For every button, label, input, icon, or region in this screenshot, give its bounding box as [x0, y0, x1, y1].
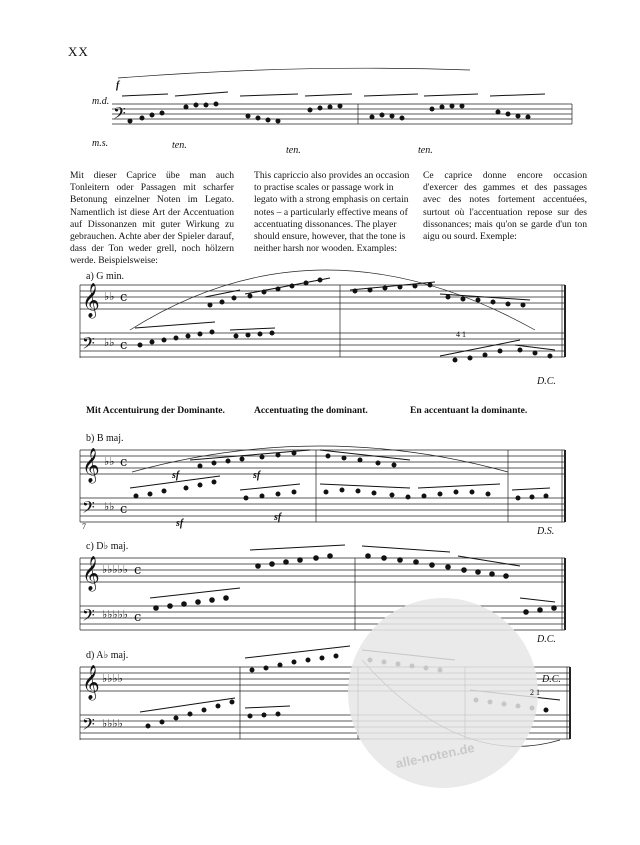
svg-text:♭♭: ♭♭	[104, 455, 115, 468]
svg-text:𝄢: 𝄢	[82, 605, 95, 629]
fingering: 2 1	[530, 688, 540, 697]
dynamic-sf: sf	[172, 470, 180, 481]
page-number: XX	[68, 44, 89, 59]
subheading-english: Accentuating the dominant.	[254, 405, 368, 416]
svg-text:𝄞: 𝄞	[82, 665, 100, 700]
svg-text:♭♭♭♭: ♭♭♭♭	[102, 672, 123, 685]
svg-text:c: c	[120, 338, 128, 353]
system-a	[80, 270, 565, 358]
paragraph-german: Mit dieser Caprice übe man auch Tonleitern oder Passagen mit scharfer Betonung einzelner Noten im Legato. Namentlich ist diese Art der Accentuation auf Dissonanzen mit guter Wirkung zu gebrauchen. Achte aber der Spieler darauf, dass der Ton weder grell, noch hölzern werde. Beispielsweise:	[70, 170, 234, 267]
svg-text:c: c	[120, 502, 128, 517]
svg-text:𝄞: 𝄞	[82, 283, 100, 318]
intro-staff	[112, 68, 572, 124]
paragraph-french: Ce caprice donne encore occasion d'exercer des gammes et des passages avec des notes fortement accentuées, surtout où l'accentuation repose sur des dissonances; mais qu'on se garde d'un ton aigu ou sourd. Exemple:	[423, 170, 587, 243]
dynamic-sf: sf	[274, 512, 282, 523]
end-mark: D.C.	[537, 634, 556, 645]
subheading-french: En accentuant la dominante.	[410, 405, 528, 416]
svg-text:♭♭: ♭♭	[104, 336, 115, 349]
svg-text:♭♭♭♭: ♭♭♭♭	[102, 717, 123, 730]
svg-text:♭♭♭♭♭: ♭♭♭♭♭	[102, 608, 128, 621]
svg-text:𝄢: 𝄢	[82, 333, 95, 357]
watermark-text: alle-noten.de	[394, 739, 476, 772]
svg-text:c: c	[134, 610, 142, 625]
end-mark: D.C.	[542, 674, 561, 685]
svg-text:𝄞: 𝄞	[82, 556, 100, 591]
svg-text:♭♭: ♭♭	[104, 500, 115, 513]
example-label: a) G min.	[86, 271, 125, 282]
svg-text:c: c	[120, 290, 128, 305]
ten-label: ten.	[418, 145, 433, 156]
svg-text:𝄢: 𝄢	[82, 497, 95, 521]
end-mark: D.C.	[537, 376, 556, 387]
dynamic-sf: sf	[253, 470, 261, 481]
ten-label: ten.	[172, 140, 187, 151]
svg-text:c: c	[120, 455, 128, 470]
svg-text:c: c	[134, 563, 142, 578]
paragraph-english: This capriccio also provides an occasion to practise scales or passage work in legato with a strong emphasis on certain notes – a particularly effective means of accentuating dissonances. The player should ensure, however, that the tone is neither harsh nor wooden. Examples:	[254, 170, 410, 255]
svg-text:♭♭♭♭♭: ♭♭♭♭♭	[102, 563, 128, 576]
upper-hand-mark: m.d.	[92, 96, 110, 107]
svg-text:♭♭: ♭♭	[104, 290, 115, 303]
example-label: d) A♭ maj.	[86, 650, 129, 661]
end-mark: D.S.	[537, 526, 555, 537]
dynamic-sf: sf	[176, 518, 184, 529]
start-number: 7	[82, 522, 86, 531]
fingering: 4 1	[456, 330, 466, 339]
svg-text:𝄢: 𝄢	[113, 103, 126, 127]
example-label: b) B maj.	[86, 433, 124, 444]
ten-label: ten.	[286, 145, 301, 156]
lower-hand-mark: m.s.	[92, 138, 109, 149]
svg-text:𝄞: 𝄞	[82, 448, 100, 483]
example-label: c) D♭ maj.	[86, 541, 129, 552]
svg-text:𝄢: 𝄢	[82, 714, 95, 738]
dynamic-mark: f	[116, 80, 120, 91]
subheading-german: Mit Accentuirung der Dominante.	[86, 405, 225, 416]
